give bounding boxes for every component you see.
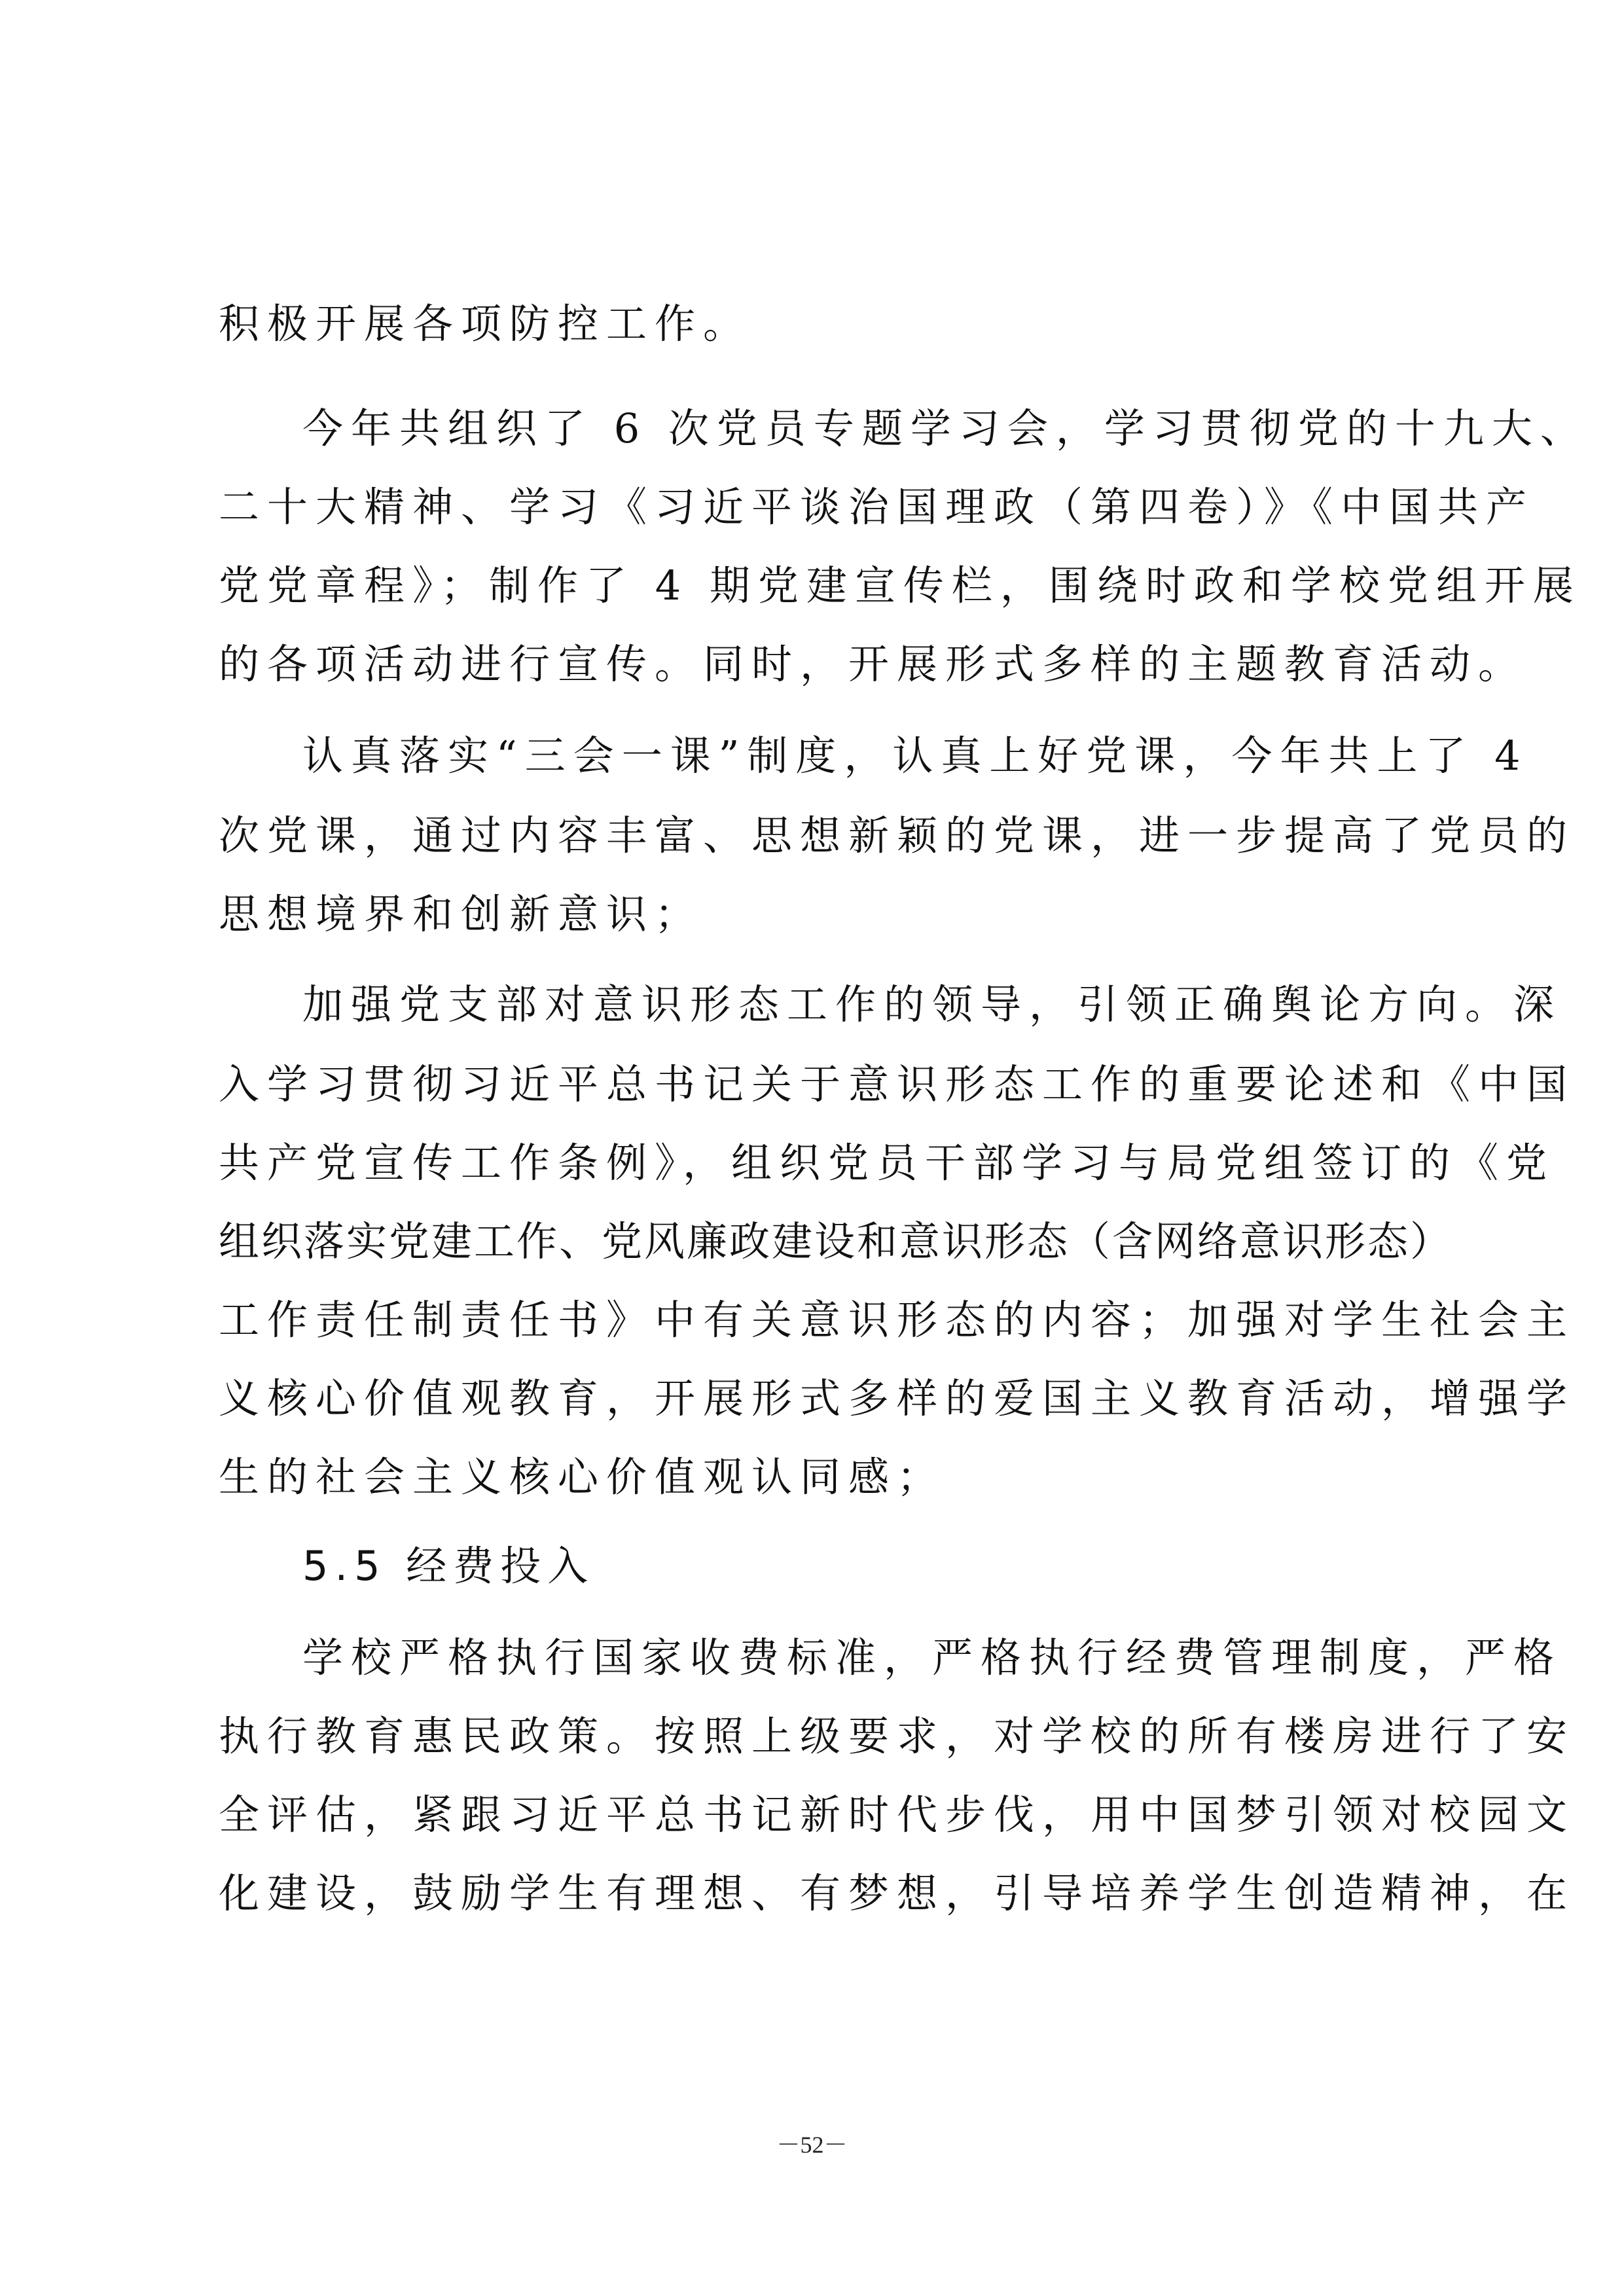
text-line: 执行教育惠民政策。按照上级要求，对学校的所有楼房进行了安 bbox=[219, 1712, 1576, 1760]
text-line: 党党章程》；制作了 4 期党建宣传栏，围绕时政和学校党组开展 bbox=[219, 562, 1581, 609]
text-line: 认真落实“三会一课”制度，认真上好党课，今年共上了 4 bbox=[302, 732, 1528, 780]
text-line: 加强党支部对意识形态工作的领导，引领正确舆论方向。深 bbox=[302, 980, 1562, 1028]
text-line: 生的社会主义核心价值观认同感； bbox=[219, 1453, 946, 1501]
section-heading: 5.5 经费投入 bbox=[302, 1542, 595, 1590]
text-line: 积极开展各项防控工作。 bbox=[219, 300, 752, 348]
text-line: 共产党宣传工作条例》，组织党员干部学习与局党组签订的《党 bbox=[219, 1139, 1555, 1187]
text-line: 二十大精神、学习《习近平谈治国理政（第四卷）》《中国共产 bbox=[219, 483, 1535, 531]
text-line: 思想境界和创新意识； bbox=[219, 890, 704, 938]
text-line: 义核心价值观教育，开展形式多样的爱国主义教育活动，增强学 bbox=[219, 1374, 1576, 1422]
text-line: 全评估，紧跟习近平总书记新时代步伐，用中国梦引领对校园文 bbox=[219, 1791, 1576, 1839]
text-line: 次党课，通过内容丰富、思想新颖的党课，进一步提高了党员的 bbox=[219, 812, 1576, 859]
text-line: 的各项活动进行宣传。同时，开展形式多样的主题教育活动。 bbox=[219, 640, 1527, 688]
page-number: －52－ bbox=[776, 2132, 848, 2158]
text-line: 今年共组织了 6 次党员专题学习会，学习贯彻党的十九大、 bbox=[302, 404, 1589, 452]
text-line: 组织落实党建工作、党风廉政建设和意识形态（含网络意识形态） bbox=[219, 1217, 1453, 1265]
text-line: 化建设，鼓励学生有理想、有梦想，引导培养学生创造精神，在 bbox=[219, 1869, 1576, 1917]
text-line: 入学习贯彻习近平总书记关于意识形态工作的重要论述和《中国 bbox=[219, 1060, 1576, 1108]
text-line: 学校严格执行国家收费标准，严格执行经费管理制度，严格 bbox=[302, 1634, 1562, 1681]
text-line: 工作责任制责任书》中有关意识形态的内容；加强对学生社会主 bbox=[219, 1296, 1576, 1344]
